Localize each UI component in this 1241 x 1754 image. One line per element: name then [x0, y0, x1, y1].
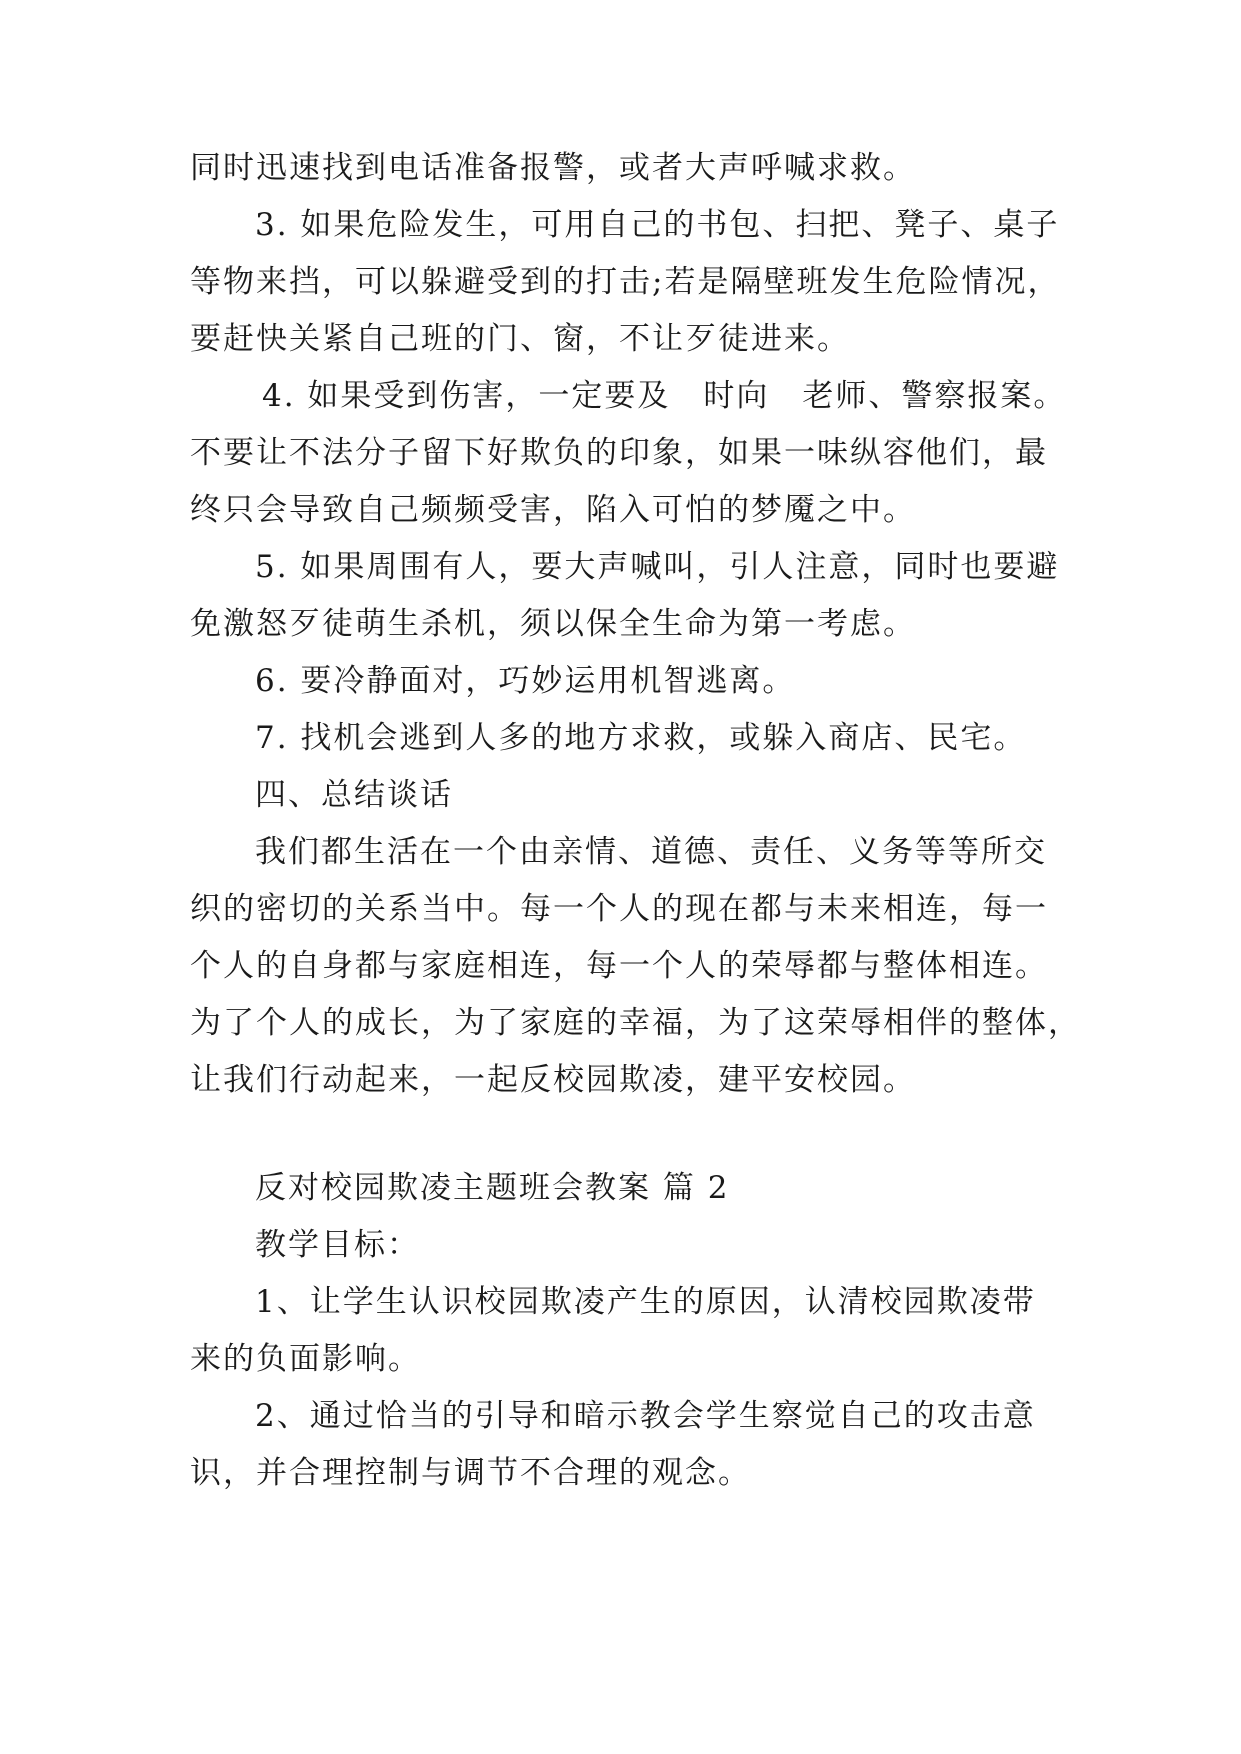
text-line-22: 2、通过恰当的引导和暗示教会学生察觉自己的攻击意 [255, 1398, 1036, 1434]
text-line-7: 终只会导致自己频频受害，陷入可怕的梦魇之中。 [190, 492, 916, 528]
article-title: 反对校园欺凌主题班会教案 篇 2 [255, 1170, 730, 1206]
text-line-15: 个人的自身都与家庭相连，每一个人的荣辱都与整体相连。 [190, 948, 1048, 984]
text-line-9: 免激怒歹徒萌生杀机，须以保全生命为第一考虑。 [190, 606, 916, 642]
text-line-16: 为了个人的成长，为了家庭的幸福，为了这荣辱相伴的整体， [190, 1005, 1081, 1041]
text-line-20: 1、让学生认识校园欺凌产生的原因，认清校园欺凌带 [255, 1284, 1036, 1320]
text-line-8: 5. 如果周围有人，要大声喊叫，引人注意，同时也要避 [255, 549, 1060, 585]
text-line-3: 等物来挡，可以躲避受到的打击;若是隔壁班发生危险情况， [190, 264, 1061, 300]
text-line-2: 3. 如果危险发生，可用自己的书包、扫把、凳子、桌子 [255, 207, 1060, 243]
text-line-6: 不要让不法分子留下好欺负的印象，如果一味纵容他们，最 [190, 435, 1048, 471]
text-line-10: 6. 要冷静面对，巧妙运用机智逃离。 [255, 663, 796, 699]
text-line-23: 识，并合理控制与调节不合理的观念。 [190, 1455, 751, 1491]
text-line-4: 要赶快关紧自己班的门、窗，不让歹徒进来。 [190, 321, 850, 357]
text-line-1: 同时迅速找到电话准备报警，或者大声呼喊求救。 [190, 150, 916, 186]
teaching-goals-heading: 教学目标： [255, 1227, 420, 1263]
text-line-17: 让我们行动起来，一起反校园欺凌，建平安校园。 [190, 1062, 916, 1098]
text-line-14: 织的密切的关系当中。每一个人的现在都与未来相连，每一 [190, 891, 1048, 927]
text-line-13: 我们都生活在一个由亲情、道德、责任、义务等等所交 [255, 834, 1047, 870]
text-line-11: 7. 找机会逃到人多的地方求救，或躲入商店、民宅。 [255, 720, 1027, 756]
text-line-21: 来的负面影响。 [190, 1341, 421, 1377]
section-heading: 四、总结谈话 [255, 777, 453, 813]
text-line-5: 4. 如果受到伤害，一定要及 时向 老师、警察报案。 [262, 378, 1067, 414]
